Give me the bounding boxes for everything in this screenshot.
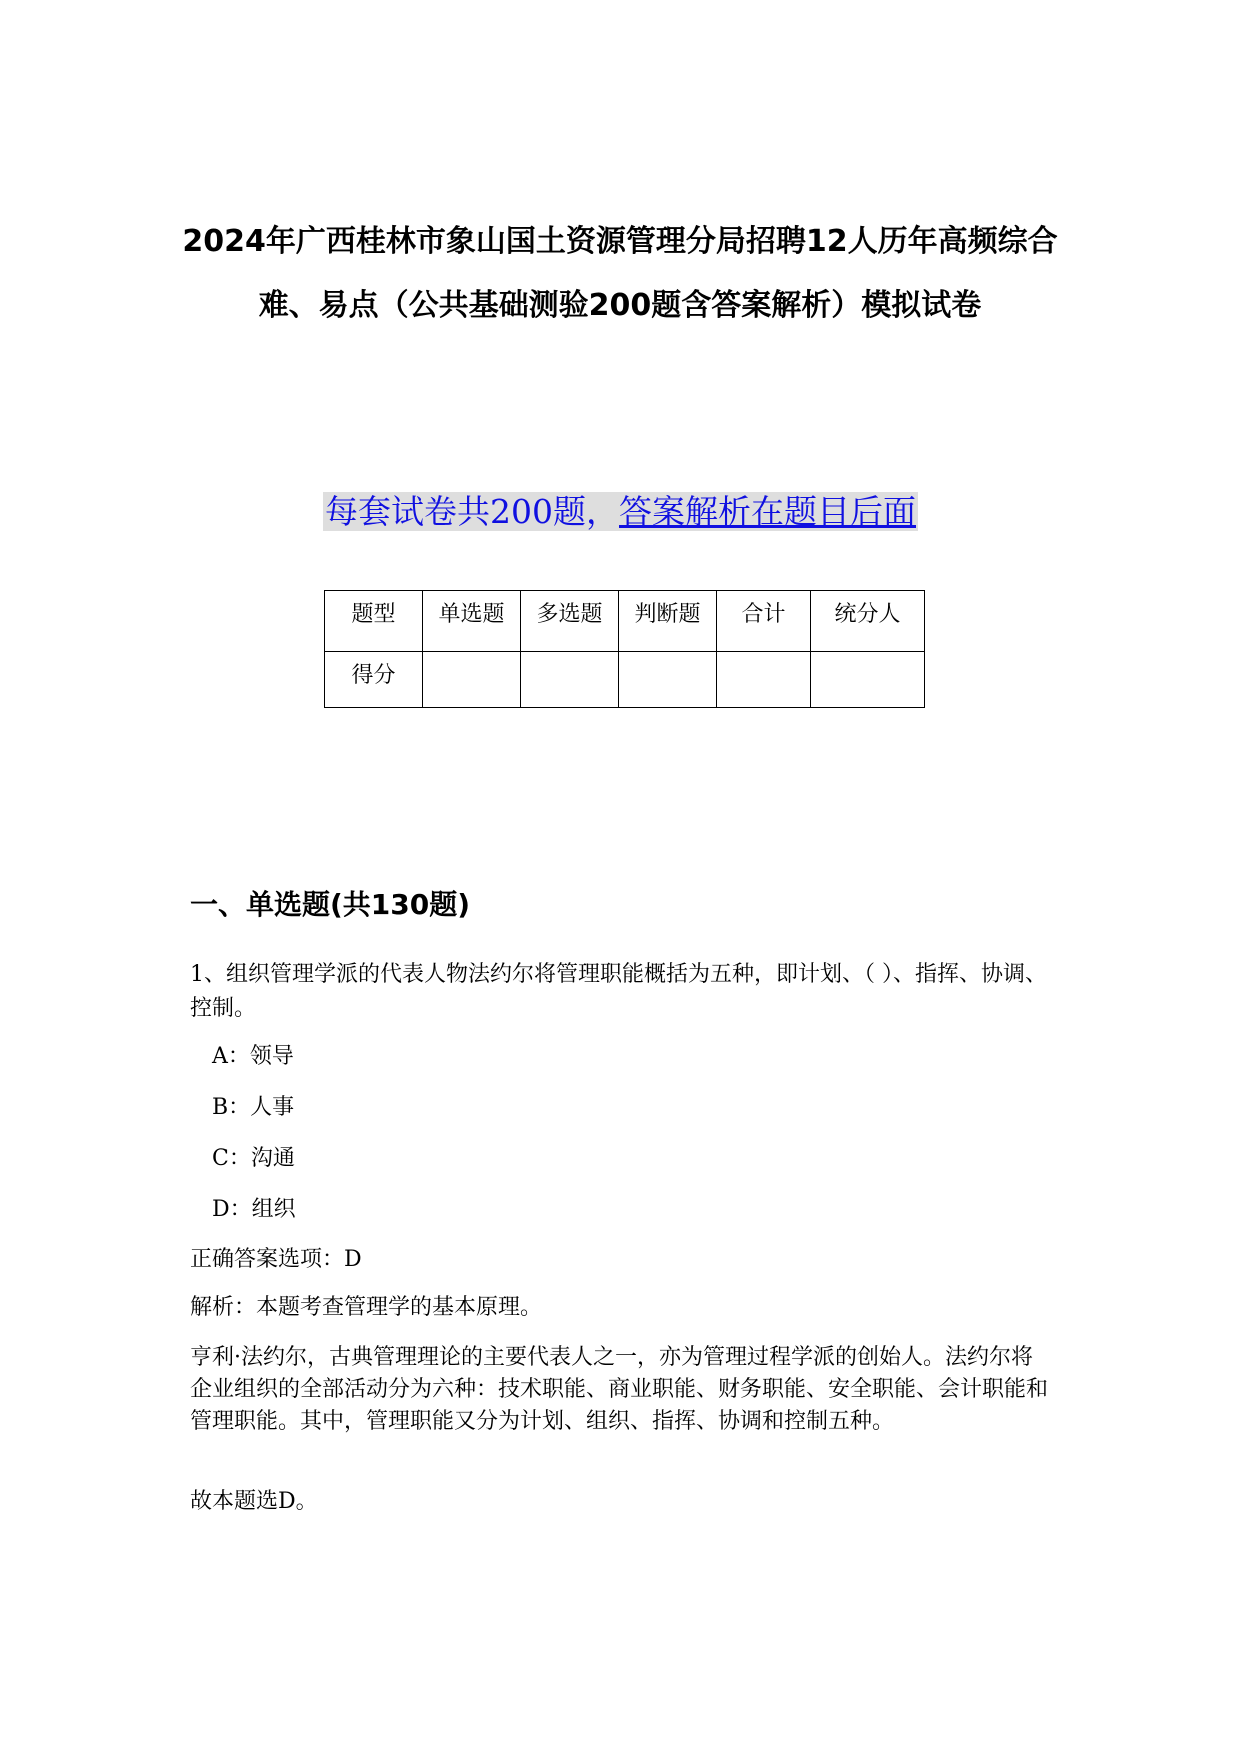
answer-location-link[interactable]: 答案解析在题目后面 xyxy=(619,492,916,531)
header-cell-single-choice: 单选题 xyxy=(423,591,521,652)
header-cell-scorer: 统分人 xyxy=(811,591,925,652)
page-title: 2024年广西桂林市象山国土资源管理分局招聘12人历年高频综合难、易点（公共基础测验200题含答案解析）模拟试卷 xyxy=(182,224,1058,323)
conclusion: 故本题选D。 xyxy=(190,1489,318,1514)
question-stem: 1、组织管理学派的代表人物法约尔将管理职能概括为五种，即计划、（ ）、指挥、协调、控制。 xyxy=(190,962,1047,1021)
score-cell-total[interactable] xyxy=(717,652,811,708)
section-heading: 一、单选题(共130题) xyxy=(190,888,471,921)
option-b[interactable]: B：人事 xyxy=(212,1095,295,1120)
notice-text: 每套试卷共200题， xyxy=(325,492,619,531)
correct-answer: 正确答案选项：D xyxy=(190,1247,362,1272)
score-cell-true-false[interactable] xyxy=(619,652,717,708)
header-cell-multiple-choice: 多选题 xyxy=(521,591,619,652)
score-cell-multiple-choice[interactable] xyxy=(521,652,619,708)
score-cell-single-choice[interactable] xyxy=(423,652,521,708)
row-label-score: 得分 xyxy=(325,652,423,708)
analysis-intro: 解析：本题考查管理学的基本原理。 xyxy=(190,1295,543,1320)
header-cell-type: 题型 xyxy=(325,591,423,652)
notice-highlight xyxy=(323,492,918,531)
score-cell-scorer[interactable] xyxy=(811,652,925,708)
score-table xyxy=(324,590,925,708)
option-c[interactable]: C：沟通 xyxy=(212,1146,295,1171)
score-table-header-row xyxy=(325,591,925,652)
score-table-score-row xyxy=(325,652,925,708)
option-d[interactable]: D：组织 xyxy=(212,1197,296,1222)
header-cell-true-false: 判断题 xyxy=(619,591,717,652)
analysis-body: 亨利·法约尔，古典管理理论的主要代表人之一，亦为管理过程学派的创始人。法约尔将企业组织的全部活动分为六种：技术职能、商业职能、财务职能、安全职能、会计职能和管理职能。其中，管理职能又分为计划、组织、指挥、协调和控制五种。 xyxy=(190,1345,1049,1434)
notice-banner xyxy=(0,490,1241,534)
option-a[interactable]: A：领导 xyxy=(212,1044,294,1069)
header-cell-total: 合计 xyxy=(717,591,811,652)
